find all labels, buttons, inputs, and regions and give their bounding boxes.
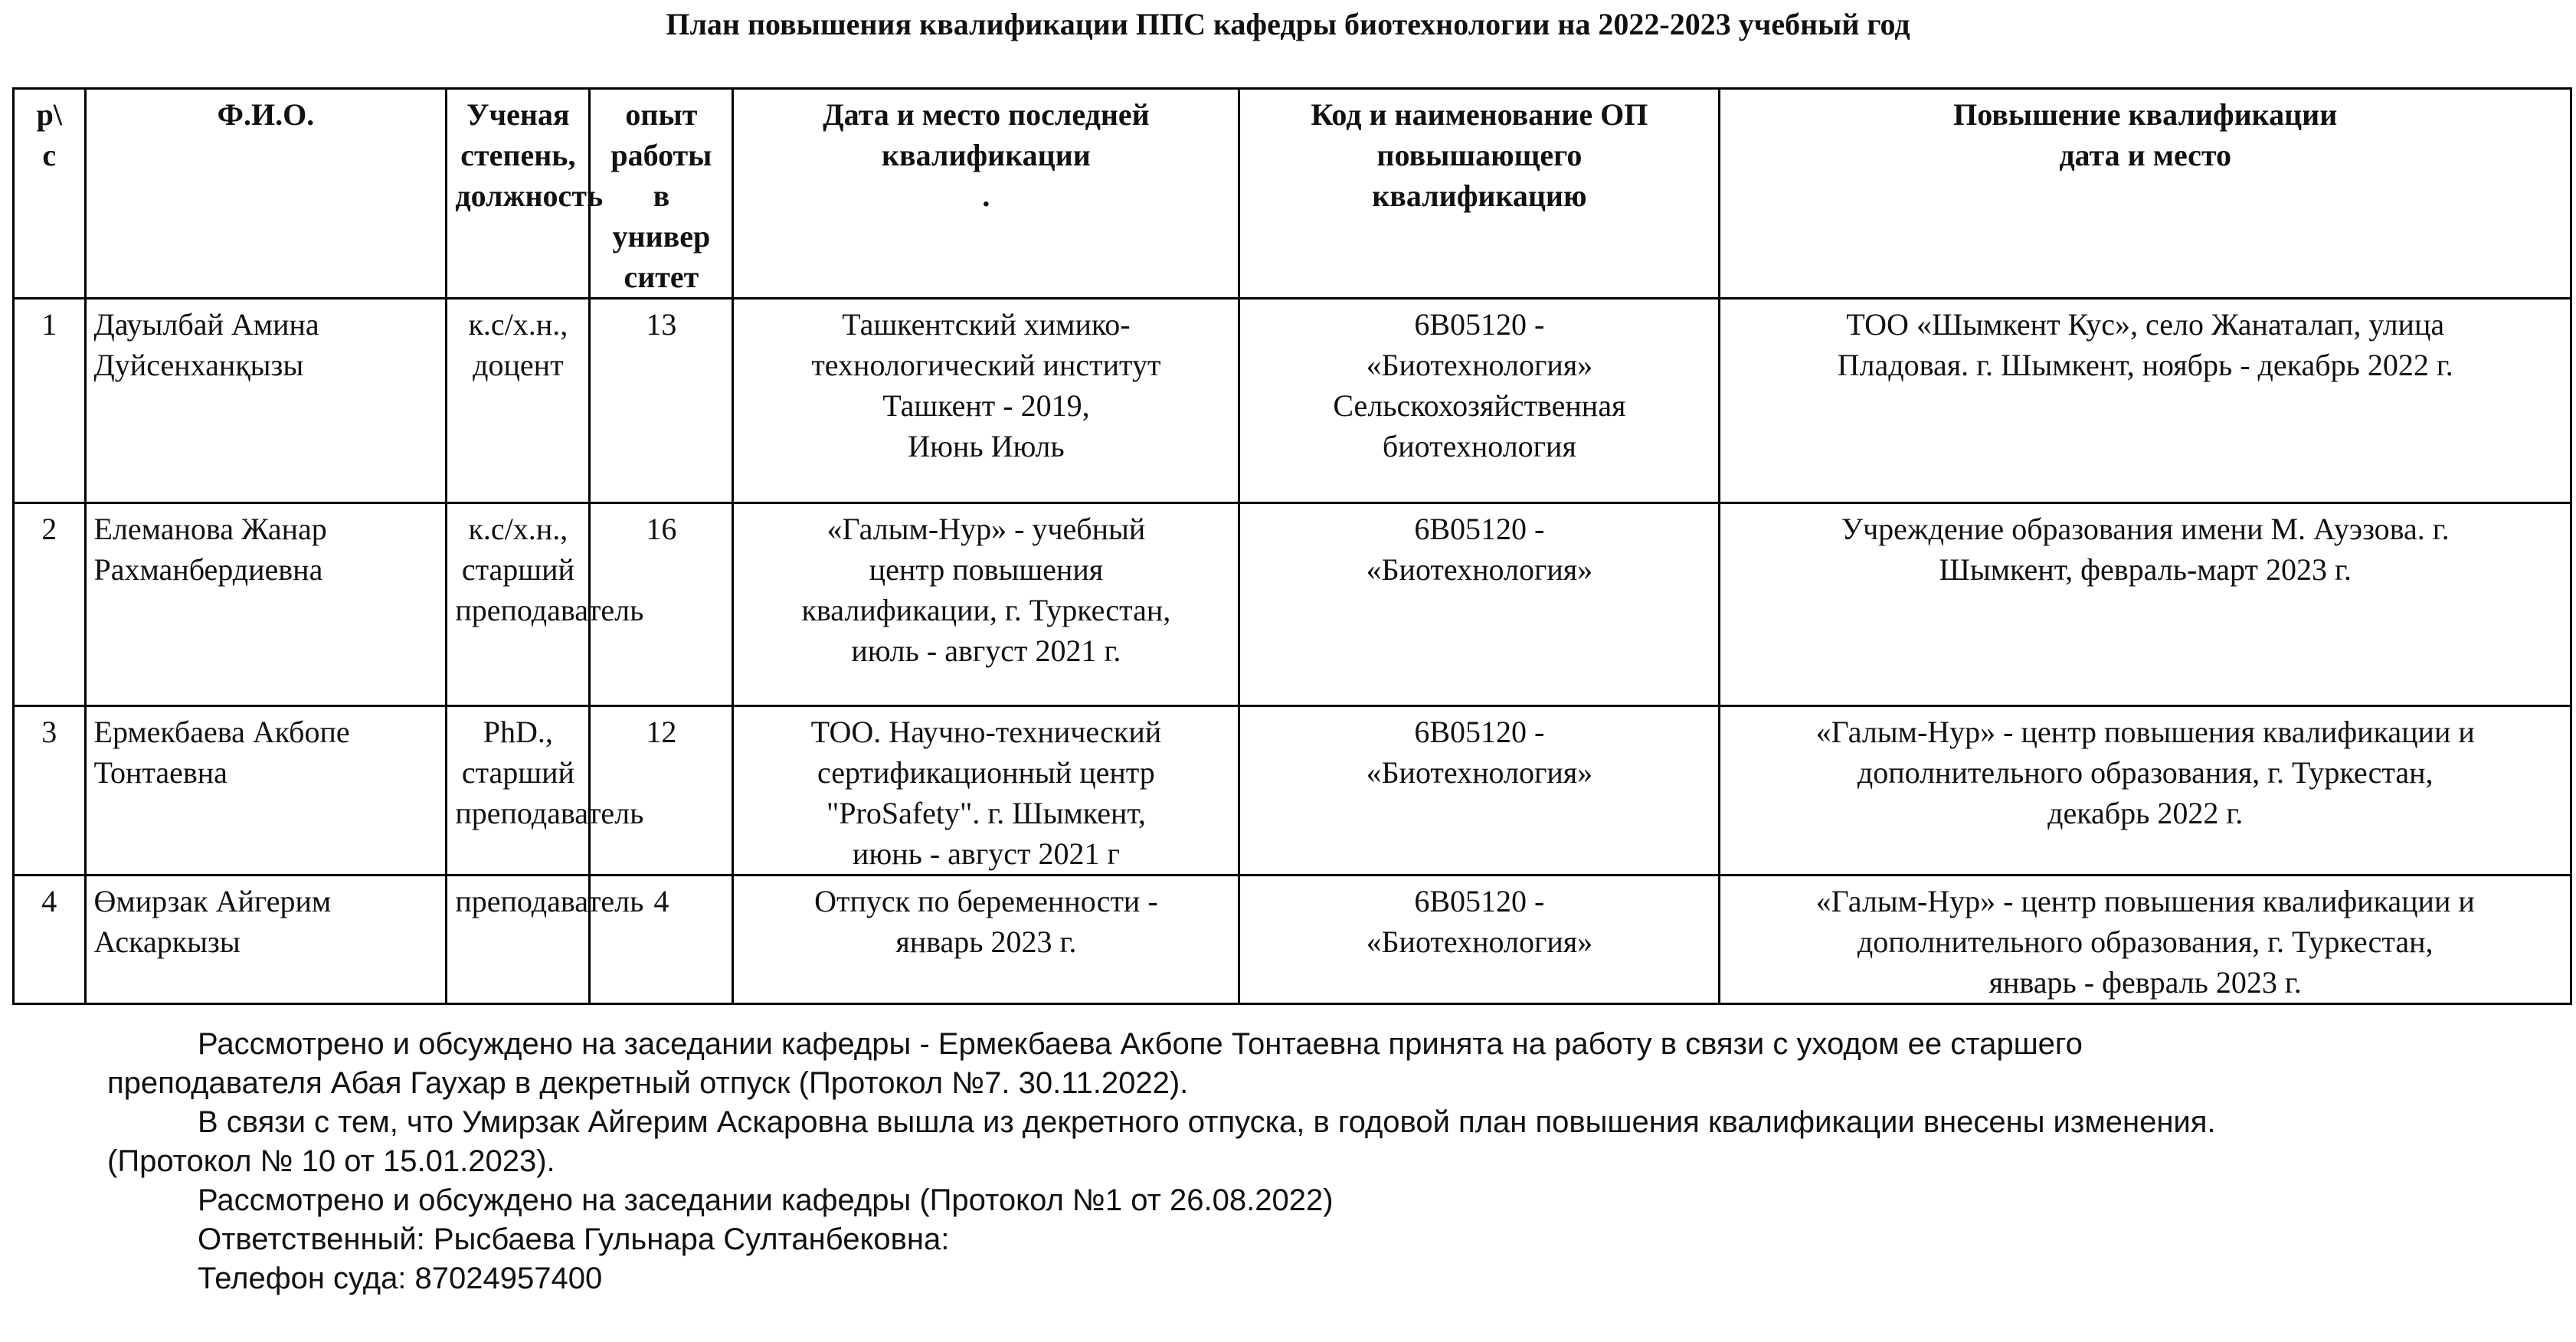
row-degree: преподаватель bbox=[447, 876, 590, 1004]
row-full-name: Елеманова Жанар Рахманбердиевна bbox=[85, 503, 447, 706]
header-experience: опыт работы в универ ситет bbox=[590, 89, 733, 299]
row-last-qualification: Ташкентский химико- технологический институт Ташкент - 2019, Июнь Июль bbox=[733, 299, 1239, 503]
row-full-name: Ермекбаева Акбопе Тонтаевна bbox=[85, 706, 447, 876]
plan-table-real bbox=[12, 87, 2572, 1005]
row-program: 6В05120 - «Биотехнология» bbox=[1239, 503, 1720, 706]
note-paragraph-3: Рассмотрено и обсуждено на заседании кафедры (Протокол №1 от 26.08.2022) bbox=[198, 1183, 1334, 1217]
notes-section bbox=[107, 1025, 2558, 1298]
note-paragraph-1-line-2: преподавателя Абая Гаухар в декретный отпуск (Протокол №7. 30.11.2022). bbox=[107, 1066, 1189, 1100]
header-number: р\ с bbox=[14, 89, 86, 299]
row-program: 6В05120 - «Биотехнология» bbox=[1239, 876, 1720, 1004]
row-number: 2 bbox=[14, 503, 86, 706]
row-experience: 4 bbox=[590, 876, 733, 1004]
header-degree-position: Ученая степень, должность bbox=[447, 89, 590, 299]
row-number: 3 bbox=[14, 706, 86, 876]
row-planned-qualification: «Галым-Нур» - центр повышения квалификации и дополнительного образования, г. Туркестан, декабрь 2022 г. bbox=[1720, 706, 2571, 876]
table-row bbox=[14, 876, 2571, 1004]
document-title: План повышения квалификации ППС кафедры биотехнологии на 2022-2023 учебный год bbox=[666, 7, 1910, 41]
header-planned-qualification: Повышение квалификации дата и место bbox=[1720, 89, 2571, 299]
row-program: 6В05120 - «Биотехнология» bbox=[1239, 706, 1720, 876]
note-phone: Телефон суда: 87024957400 bbox=[198, 1262, 603, 1295]
table-row bbox=[14, 503, 2571, 706]
row-planned-qualification: ТОО «Шымкент Кус», село Жанаталап, улица Пладовая. г. Шымкент, ноябрь - декабрь 2022 г. bbox=[1720, 299, 2571, 503]
row-experience: 12 bbox=[590, 706, 733, 876]
row-program: 6В05120 - «Биотехнология» Сельскохозяйственная биотехнология bbox=[1239, 299, 1720, 503]
row-number: 4 bbox=[14, 876, 86, 1004]
table-row bbox=[14, 299, 2571, 503]
row-degree: PhD., старший преподаватель bbox=[447, 706, 590, 876]
row-number: 1 bbox=[14, 299, 86, 503]
header-full-name: Ф.И.О. bbox=[85, 89, 447, 299]
row-degree: к.с/х.н., старший преподаватель bbox=[447, 503, 590, 706]
header-last-qualification: Дата и место последней квалификации . bbox=[733, 89, 1239, 299]
row-last-qualification: «Галым-Нур» - учебный центр повышения квалификации, г. Туркестан, июль - август 2021 г. bbox=[733, 503, 1239, 706]
note-paragraph-1-line-1: Рассмотрено и обсуждено на заседании кафедры - Ермекбаева Акбопе Тонтаевна принята на работу в связи с уходом ее старшего bbox=[198, 1027, 2083, 1061]
table-row bbox=[14, 706, 2571, 876]
row-last-qualification: Отпуск по беременности - январь 2023 г. bbox=[733, 876, 1239, 1004]
note-paragraph-2-line-2: (Протокол № 10 от 15.01.2023). bbox=[107, 1144, 555, 1178]
row-planned-qualification: «Галым-Нур» - центр повышения квалификации и дополнительного образования, г. Туркестан, январь - февраль 2023 г. bbox=[1720, 876, 2571, 1004]
note-paragraph-2-line-1: В связи с тем, что Умирзак Айгерим Аскаровна вышла из декретного отпуска, в годовой план повышения квалификации внесены изменения. bbox=[198, 1105, 2216, 1139]
table-header-row bbox=[14, 89, 2571, 299]
note-responsible: Ответственный: Рысбаева Гульнара Султанбековна: bbox=[198, 1223, 950, 1256]
row-experience: 13 bbox=[590, 299, 733, 503]
row-full-name: Өмирзак Айгерим Аскаркызы bbox=[85, 876, 447, 1004]
row-full-name: Дауылбай Амина Дуйсенханқызы bbox=[85, 299, 447, 503]
row-experience: 16 bbox=[590, 503, 733, 706]
header-program: Код и наименование ОП повышающего квалификацию bbox=[1239, 89, 1720, 299]
row-last-qualification: ТОО. Научно-технический сертификационный центр "ProSafety". г. Шымкент, июнь - август 2021 г bbox=[733, 706, 1239, 876]
row-planned-qualification: Учреждение образования имени М. Ауэзова. г. Шымкент, февраль-март 2023 г. bbox=[1720, 503, 2571, 706]
row-degree: к.с/х.н., доцент bbox=[447, 299, 590, 503]
